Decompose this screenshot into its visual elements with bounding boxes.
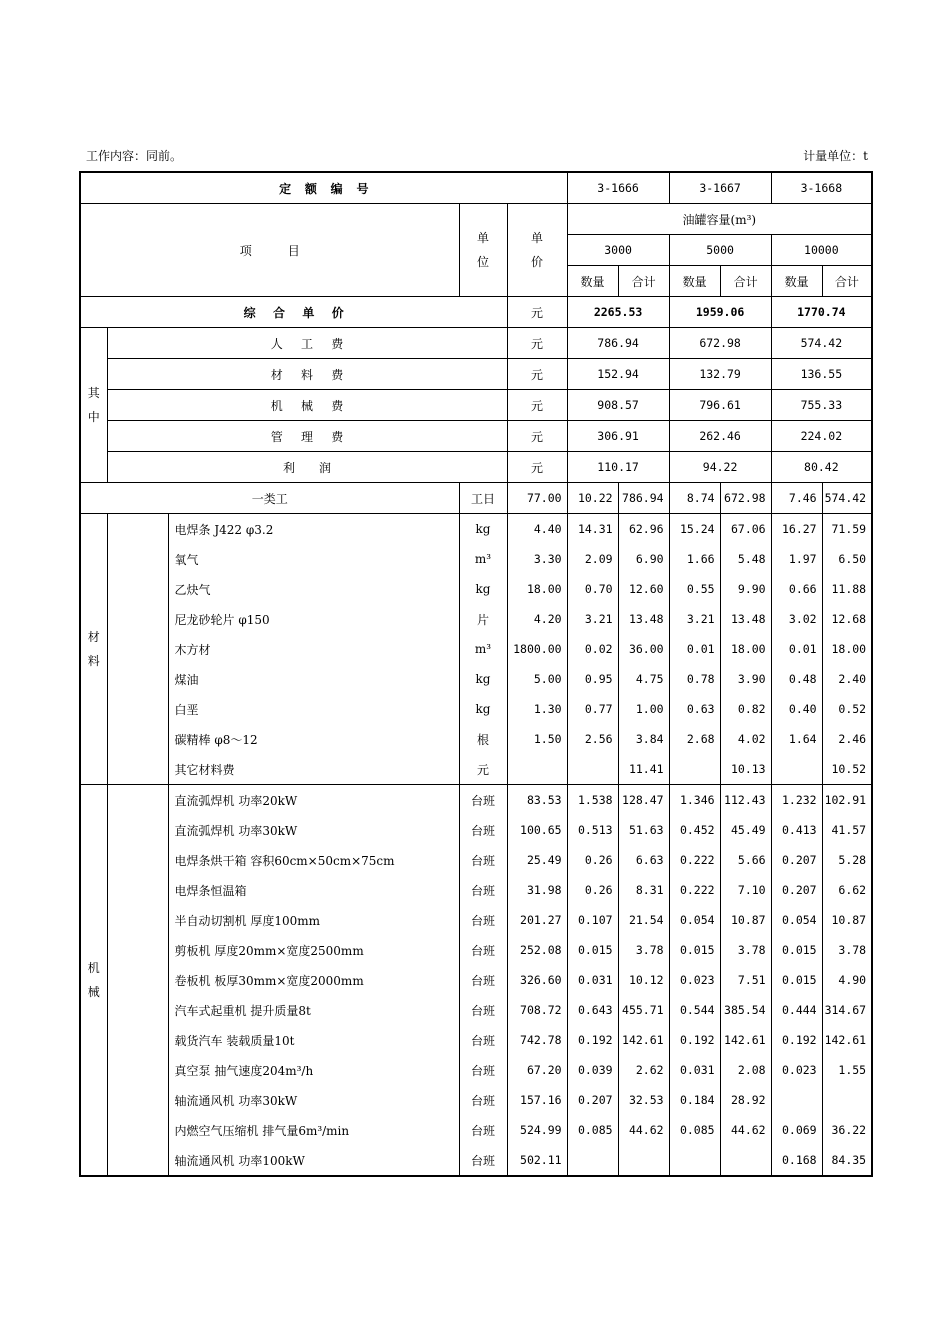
among-value: 94.22	[669, 452, 771, 483]
material-row	[80, 574, 872, 604]
item-cell: 0.26	[567, 875, 618, 905]
item-cell: 0.413	[771, 815, 822, 845]
item-cell: 0.01	[771, 634, 822, 664]
item-cell: 2.62	[618, 1055, 669, 1085]
item-price: 3.30	[507, 544, 567, 574]
item-unit: kg	[459, 664, 507, 694]
item-cell: 1.538	[567, 785, 618, 816]
machinery-subgroup	[107, 785, 168, 1177]
item-unit: 台班	[459, 965, 507, 995]
item-cell: 0.085	[567, 1115, 618, 1145]
item-name: 煤油	[168, 664, 459, 694]
item-cell: 0.039	[567, 1055, 618, 1085]
item-name: 轴流通风机 功率30kW	[168, 1085, 459, 1115]
material-row	[80, 634, 872, 664]
among-row	[80, 452, 872, 483]
machinery-row	[80, 905, 872, 935]
quota-code: 3-1668	[771, 172, 872, 204]
header-row-1	[80, 204, 872, 235]
item-cell: 112.43	[720, 785, 771, 816]
among-value: 136.55	[771, 359, 872, 390]
item-cell: 0.55	[669, 574, 720, 604]
item-cell: 18.00	[720, 634, 771, 664]
item-cell: 12.60	[618, 574, 669, 604]
item-cell: 5.48	[720, 544, 771, 574]
item-cell: 142.61	[822, 1025, 872, 1055]
item-cell: 0.184	[669, 1085, 720, 1115]
item-name: 尼龙砂轮片 φ150	[168, 604, 459, 634]
material-row	[80, 514, 872, 545]
item-cell: 1.64	[771, 724, 822, 754]
materials-group-label: 材 料	[80, 514, 107, 785]
item-cell: 36.22	[822, 1115, 872, 1145]
material-row	[80, 754, 872, 785]
machinery-row	[80, 1055, 872, 1085]
item-unit: 台班	[459, 1115, 507, 1145]
item-unit: 台班	[459, 1085, 507, 1115]
item-cell: 4.02	[720, 724, 771, 754]
among-unit: 元	[507, 390, 567, 421]
item-cell: 51.63	[618, 815, 669, 845]
item-name: 半自动切割机 厚度100mm	[168, 905, 459, 935]
item-cell: 0.544	[669, 995, 720, 1025]
item-cell: 0.95	[567, 664, 618, 694]
quota-code: 3-1666	[567, 172, 669, 204]
item-cell: 1.55	[822, 1055, 872, 1085]
machinery-row	[80, 845, 872, 875]
among-value: 132.79	[669, 359, 771, 390]
item-cell: 0.192	[669, 1025, 720, 1055]
item-cell: 3.21	[567, 604, 618, 634]
item-cell: 84.35	[822, 1145, 872, 1176]
item-cell: 0.192	[771, 1025, 822, 1055]
item-cell: 2.46	[822, 724, 872, 754]
item-cell: 128.47	[618, 785, 669, 816]
item-cell: 0.82	[720, 694, 771, 724]
among-row	[80, 328, 872, 359]
total-header: 合计	[720, 266, 771, 297]
item-name: 碳精棒 φ8～12	[168, 724, 459, 754]
item-unit: kg	[459, 574, 507, 604]
item-unit: 根	[459, 724, 507, 754]
item-cell: 71.59	[822, 514, 872, 545]
labor-price: 77.00	[507, 483, 567, 514]
item-price: 1.50	[507, 724, 567, 754]
item-cell: 1.97	[771, 544, 822, 574]
item-cell: 16.27	[771, 514, 822, 545]
item-unit: 台班	[459, 935, 507, 965]
machinery-group-label: 机 械	[80, 785, 107, 1177]
item-cell: 1.346	[669, 785, 720, 816]
item-cell: 15.24	[669, 514, 720, 545]
among-row	[80, 390, 872, 421]
labor-cell: 672.98	[720, 483, 771, 514]
item-cell: 0.107	[567, 905, 618, 935]
item-price: 524.99	[507, 1115, 567, 1145]
item-price: 25.49	[507, 845, 567, 875]
item-cell	[771, 754, 822, 785]
item-price: 4.20	[507, 604, 567, 634]
item-cell: 0.192	[567, 1025, 618, 1055]
item-cell: 10.87	[720, 905, 771, 935]
item-cell: 3.78	[720, 935, 771, 965]
item-unit: 台班	[459, 845, 507, 875]
materials-subgroup	[107, 514, 168, 785]
item-cell: 21.54	[618, 905, 669, 935]
item-cell: 36.00	[618, 634, 669, 664]
item-price: 1800.00	[507, 634, 567, 664]
among-value: 796.61	[669, 390, 771, 421]
item-unit: 台班	[459, 995, 507, 1025]
item-price: 1.30	[507, 694, 567, 724]
item-cell: 2.40	[822, 664, 872, 694]
item-price: 100.65	[507, 815, 567, 845]
labor-cell: 10.22	[567, 483, 618, 514]
item-cell: 32.53	[618, 1085, 669, 1115]
item-cell: 0.70	[567, 574, 618, 604]
composite-unit: 元	[507, 297, 567, 328]
item-cell: 3.78	[822, 935, 872, 965]
labor-cell: 574.42	[822, 483, 872, 514]
item-cell: 18.00	[822, 634, 872, 664]
machinery-row	[80, 935, 872, 965]
item-name: 直流弧焊机 功率20kW	[168, 785, 459, 816]
composite-value: 2265.53	[567, 297, 669, 328]
machinery-row	[80, 785, 872, 816]
item-cell: 62.96	[618, 514, 669, 545]
machinery-row	[80, 1085, 872, 1115]
item-cell: 13.48	[618, 604, 669, 634]
item-cell: 3.84	[618, 724, 669, 754]
item-cell: 0.015	[771, 935, 822, 965]
machinery-row	[80, 995, 872, 1025]
labor-row	[80, 483, 872, 514]
item-cell: 3.90	[720, 664, 771, 694]
item-unit: 台班	[459, 1025, 507, 1055]
item-name: 轴流通风机 功率100kW	[168, 1145, 459, 1176]
item-cell: 1.232	[771, 785, 822, 816]
item-cell: 11.88	[822, 574, 872, 604]
material-row	[80, 694, 872, 724]
item-name: 电焊条烘干箱 容积60cm×50cm×75cm	[168, 845, 459, 875]
item-cell	[771, 1085, 822, 1115]
item-cell	[669, 1145, 720, 1176]
item-cell: 67.06	[720, 514, 771, 545]
item-unit: 片	[459, 604, 507, 634]
item-cell: 0.52	[822, 694, 872, 724]
item-cell: 385.54	[720, 995, 771, 1025]
item-cell: 0.054	[771, 905, 822, 935]
item-cell: 0.023	[771, 1055, 822, 1085]
item-price: 252.08	[507, 935, 567, 965]
among-unit: 元	[507, 452, 567, 483]
item-cell: 142.61	[720, 1025, 771, 1055]
among-value: 306.91	[567, 421, 669, 452]
item-header: 项 目	[80, 204, 459, 297]
item-cell: 28.92	[720, 1085, 771, 1115]
item-cell: 3.02	[771, 604, 822, 634]
work-content-note: 工作内容：同前。	[86, 149, 183, 163]
machinery-row	[80, 875, 872, 905]
item-price: 18.00	[507, 574, 567, 604]
item-name: 电焊条恒温箱	[168, 875, 459, 905]
material-row	[80, 664, 872, 694]
machinery-row	[80, 1145, 872, 1176]
composite-value: 1770.74	[771, 297, 872, 328]
item-cell: 5.28	[822, 845, 872, 875]
item-unit: 台班	[459, 785, 507, 816]
among-item-label: 利 润	[107, 452, 507, 483]
capacity-header: 油罐容量(m³)	[567, 204, 872, 235]
among-item-label: 机 械 费	[107, 390, 507, 421]
item-cell: 0.513	[567, 815, 618, 845]
item-cell: 0.222	[669, 845, 720, 875]
total-header: 合计	[822, 266, 872, 297]
among-value: 262.46	[669, 421, 771, 452]
item-unit: 台班	[459, 875, 507, 905]
qty-header: 数量	[669, 266, 720, 297]
item-unit: 台班	[459, 1055, 507, 1085]
among-item-label: 材 料 费	[107, 359, 507, 390]
among-item-label: 人 工 费	[107, 328, 507, 359]
unit-header: 单 位	[459, 204, 507, 297]
item-cell: 0.444	[771, 995, 822, 1025]
among-row	[80, 359, 872, 390]
item-price: 326.60	[507, 965, 567, 995]
item-cell: 0.66	[771, 574, 822, 604]
among-unit: 元	[507, 328, 567, 359]
item-cell: 0.168	[771, 1145, 822, 1176]
among-unit: 元	[507, 359, 567, 390]
among-value: 224.02	[771, 421, 872, 452]
item-cell: 14.31	[567, 514, 618, 545]
item-unit: m³	[459, 634, 507, 664]
item-price: 67.20	[507, 1055, 567, 1085]
item-cell: 314.67	[822, 995, 872, 1025]
item-cell: 7.10	[720, 875, 771, 905]
item-name: 白垩	[168, 694, 459, 724]
item-name: 木方材	[168, 634, 459, 664]
item-cell: 0.054	[669, 905, 720, 935]
item-name: 真空泵 抽气速度204m³/h	[168, 1055, 459, 1085]
item-price: 31.98	[507, 875, 567, 905]
among-unit: 元	[507, 421, 567, 452]
labor-label: 一类工	[80, 483, 459, 514]
item-name: 电焊条 J422 φ3.2	[168, 514, 459, 545]
item-cell: 13.48	[720, 604, 771, 634]
item-cell: 0.77	[567, 694, 618, 724]
qty-header: 数量	[567, 266, 618, 297]
among-value: 672.98	[669, 328, 771, 359]
item-unit: kg	[459, 514, 507, 545]
item-price: 5.00	[507, 664, 567, 694]
item-unit: 台班	[459, 815, 507, 845]
material-row	[80, 604, 872, 634]
item-cell: 102.91	[822, 785, 872, 816]
item-cell: 0.26	[567, 845, 618, 875]
item-cell: 0.015	[669, 935, 720, 965]
item-cell: 0.207	[771, 845, 822, 875]
item-cell	[720, 1145, 771, 1176]
item-cell: 2.08	[720, 1055, 771, 1085]
item-price: 708.72	[507, 995, 567, 1025]
item-name: 氧气	[168, 544, 459, 574]
capacity-value: 3000	[567, 235, 669, 266]
item-price: 157.16	[507, 1085, 567, 1115]
among-value: 152.94	[567, 359, 669, 390]
item-cell	[567, 1145, 618, 1176]
item-cell: 9.90	[720, 574, 771, 604]
capacity-value: 5000	[669, 235, 771, 266]
price-header: 单 价	[507, 204, 567, 297]
among-value: 908.57	[567, 390, 669, 421]
item-cell: 7.51	[720, 965, 771, 995]
item-name: 剪板机 厚度20mm×宽度2500mm	[168, 935, 459, 965]
qty-header: 数量	[771, 266, 822, 297]
item-cell: 0.452	[669, 815, 720, 845]
item-name: 汽车式起重机 提升质量8t	[168, 995, 459, 1025]
among-value: 574.42	[771, 328, 872, 359]
among-value: 80.42	[771, 452, 872, 483]
item-cell	[669, 754, 720, 785]
among-label: 其 中	[80, 328, 107, 483]
item-cell: 44.62	[720, 1115, 771, 1145]
among-value: 110.17	[567, 452, 669, 483]
item-cell: 10.87	[822, 905, 872, 935]
item-cell: 0.207	[771, 875, 822, 905]
machinery-row	[80, 815, 872, 845]
item-cell: 45.49	[720, 815, 771, 845]
item-cell: 11.41	[618, 754, 669, 785]
item-cell: 8.31	[618, 875, 669, 905]
item-cell: 0.643	[567, 995, 618, 1025]
item-cell: 0.01	[669, 634, 720, 664]
item-cell: 2.56	[567, 724, 618, 754]
item-cell: 10.13	[720, 754, 771, 785]
item-price	[507, 754, 567, 785]
item-cell	[618, 1145, 669, 1176]
machinery-row	[80, 1115, 872, 1145]
item-name: 其它材料费	[168, 754, 459, 785]
item-cell: 0.40	[771, 694, 822, 724]
measurement-unit: 计量单位：t	[803, 149, 868, 163]
item-cell: 1.00	[618, 694, 669, 724]
item-name: 乙炔气	[168, 574, 459, 604]
item-price: 201.27	[507, 905, 567, 935]
composite-label: 综 合 单 价	[80, 297, 507, 328]
item-cell	[822, 1085, 872, 1115]
material-row	[80, 724, 872, 754]
item-price: 742.78	[507, 1025, 567, 1055]
labor-cell: 786.94	[618, 483, 669, 514]
item-cell: 12.68	[822, 604, 872, 634]
item-cell: 3.78	[618, 935, 669, 965]
item-cell: 0.069	[771, 1115, 822, 1145]
item-cell: 3.21	[669, 604, 720, 634]
item-cell: 5.66	[720, 845, 771, 875]
item-cell: 0.031	[567, 965, 618, 995]
labor-cell: 7.46	[771, 483, 822, 514]
among-value: 755.33	[771, 390, 872, 421]
composite-price-row	[80, 297, 872, 328]
item-name: 卷板机 板厚30mm×宽度2000mm	[168, 965, 459, 995]
item-unit: m³	[459, 544, 507, 574]
quota-label: 定 额 编 号	[80, 172, 567, 204]
among-item-label: 管 理 费	[107, 421, 507, 452]
item-unit: kg	[459, 694, 507, 724]
material-row	[80, 544, 872, 574]
item-cell: 0.222	[669, 875, 720, 905]
quota-code-row	[80, 172, 872, 204]
capacity-value: 10000	[771, 235, 872, 266]
machinery-row	[80, 965, 872, 995]
item-cell: 6.90	[618, 544, 669, 574]
item-name: 内燃空气压缩机 排气量6m³/min	[168, 1115, 459, 1145]
item-unit: 台班	[459, 905, 507, 935]
item-cell: 4.90	[822, 965, 872, 995]
quota-code: 3-1667	[669, 172, 771, 204]
labor-cell: 8.74	[669, 483, 720, 514]
item-price: 4.40	[507, 514, 567, 545]
item-price: 83.53	[507, 785, 567, 816]
total-header: 合计	[618, 266, 669, 297]
item-cell: 0.63	[669, 694, 720, 724]
item-cell: 0.02	[567, 634, 618, 664]
item-cell: 0.023	[669, 965, 720, 995]
item-cell: 0.085	[669, 1115, 720, 1145]
item-unit: 台班	[459, 1145, 507, 1176]
item-unit: 元	[459, 754, 507, 785]
among-value: 786.94	[567, 328, 669, 359]
composite-value: 1959.06	[669, 297, 771, 328]
labor-unit: 工日	[459, 483, 507, 514]
item-cell: 0.015	[771, 965, 822, 995]
item-name: 载货汽车 装载质量10t	[168, 1025, 459, 1055]
item-cell	[567, 754, 618, 785]
machinery-row	[80, 1025, 872, 1055]
among-row	[80, 421, 872, 452]
quota-table	[79, 171, 873, 1177]
item-cell: 0.031	[669, 1055, 720, 1085]
item-cell: 2.09	[567, 544, 618, 574]
item-cell: 142.61	[618, 1025, 669, 1055]
item-cell: 2.68	[669, 724, 720, 754]
item-cell: 6.50	[822, 544, 872, 574]
item-cell: 455.71	[618, 995, 669, 1025]
item-cell: 10.12	[618, 965, 669, 995]
item-cell: 6.62	[822, 875, 872, 905]
item-cell: 0.48	[771, 664, 822, 694]
item-cell: 0.78	[669, 664, 720, 694]
item-cell: 41.57	[822, 815, 872, 845]
item-cell: 4.75	[618, 664, 669, 694]
item-name: 直流弧焊机 功率30kW	[168, 815, 459, 845]
item-cell: 0.207	[567, 1085, 618, 1115]
item-price: 502.11	[507, 1145, 567, 1176]
item-cell: 10.52	[822, 754, 872, 785]
item-cell: 1.66	[669, 544, 720, 574]
item-cell: 6.63	[618, 845, 669, 875]
item-cell: 0.015	[567, 935, 618, 965]
item-cell: 44.62	[618, 1115, 669, 1145]
